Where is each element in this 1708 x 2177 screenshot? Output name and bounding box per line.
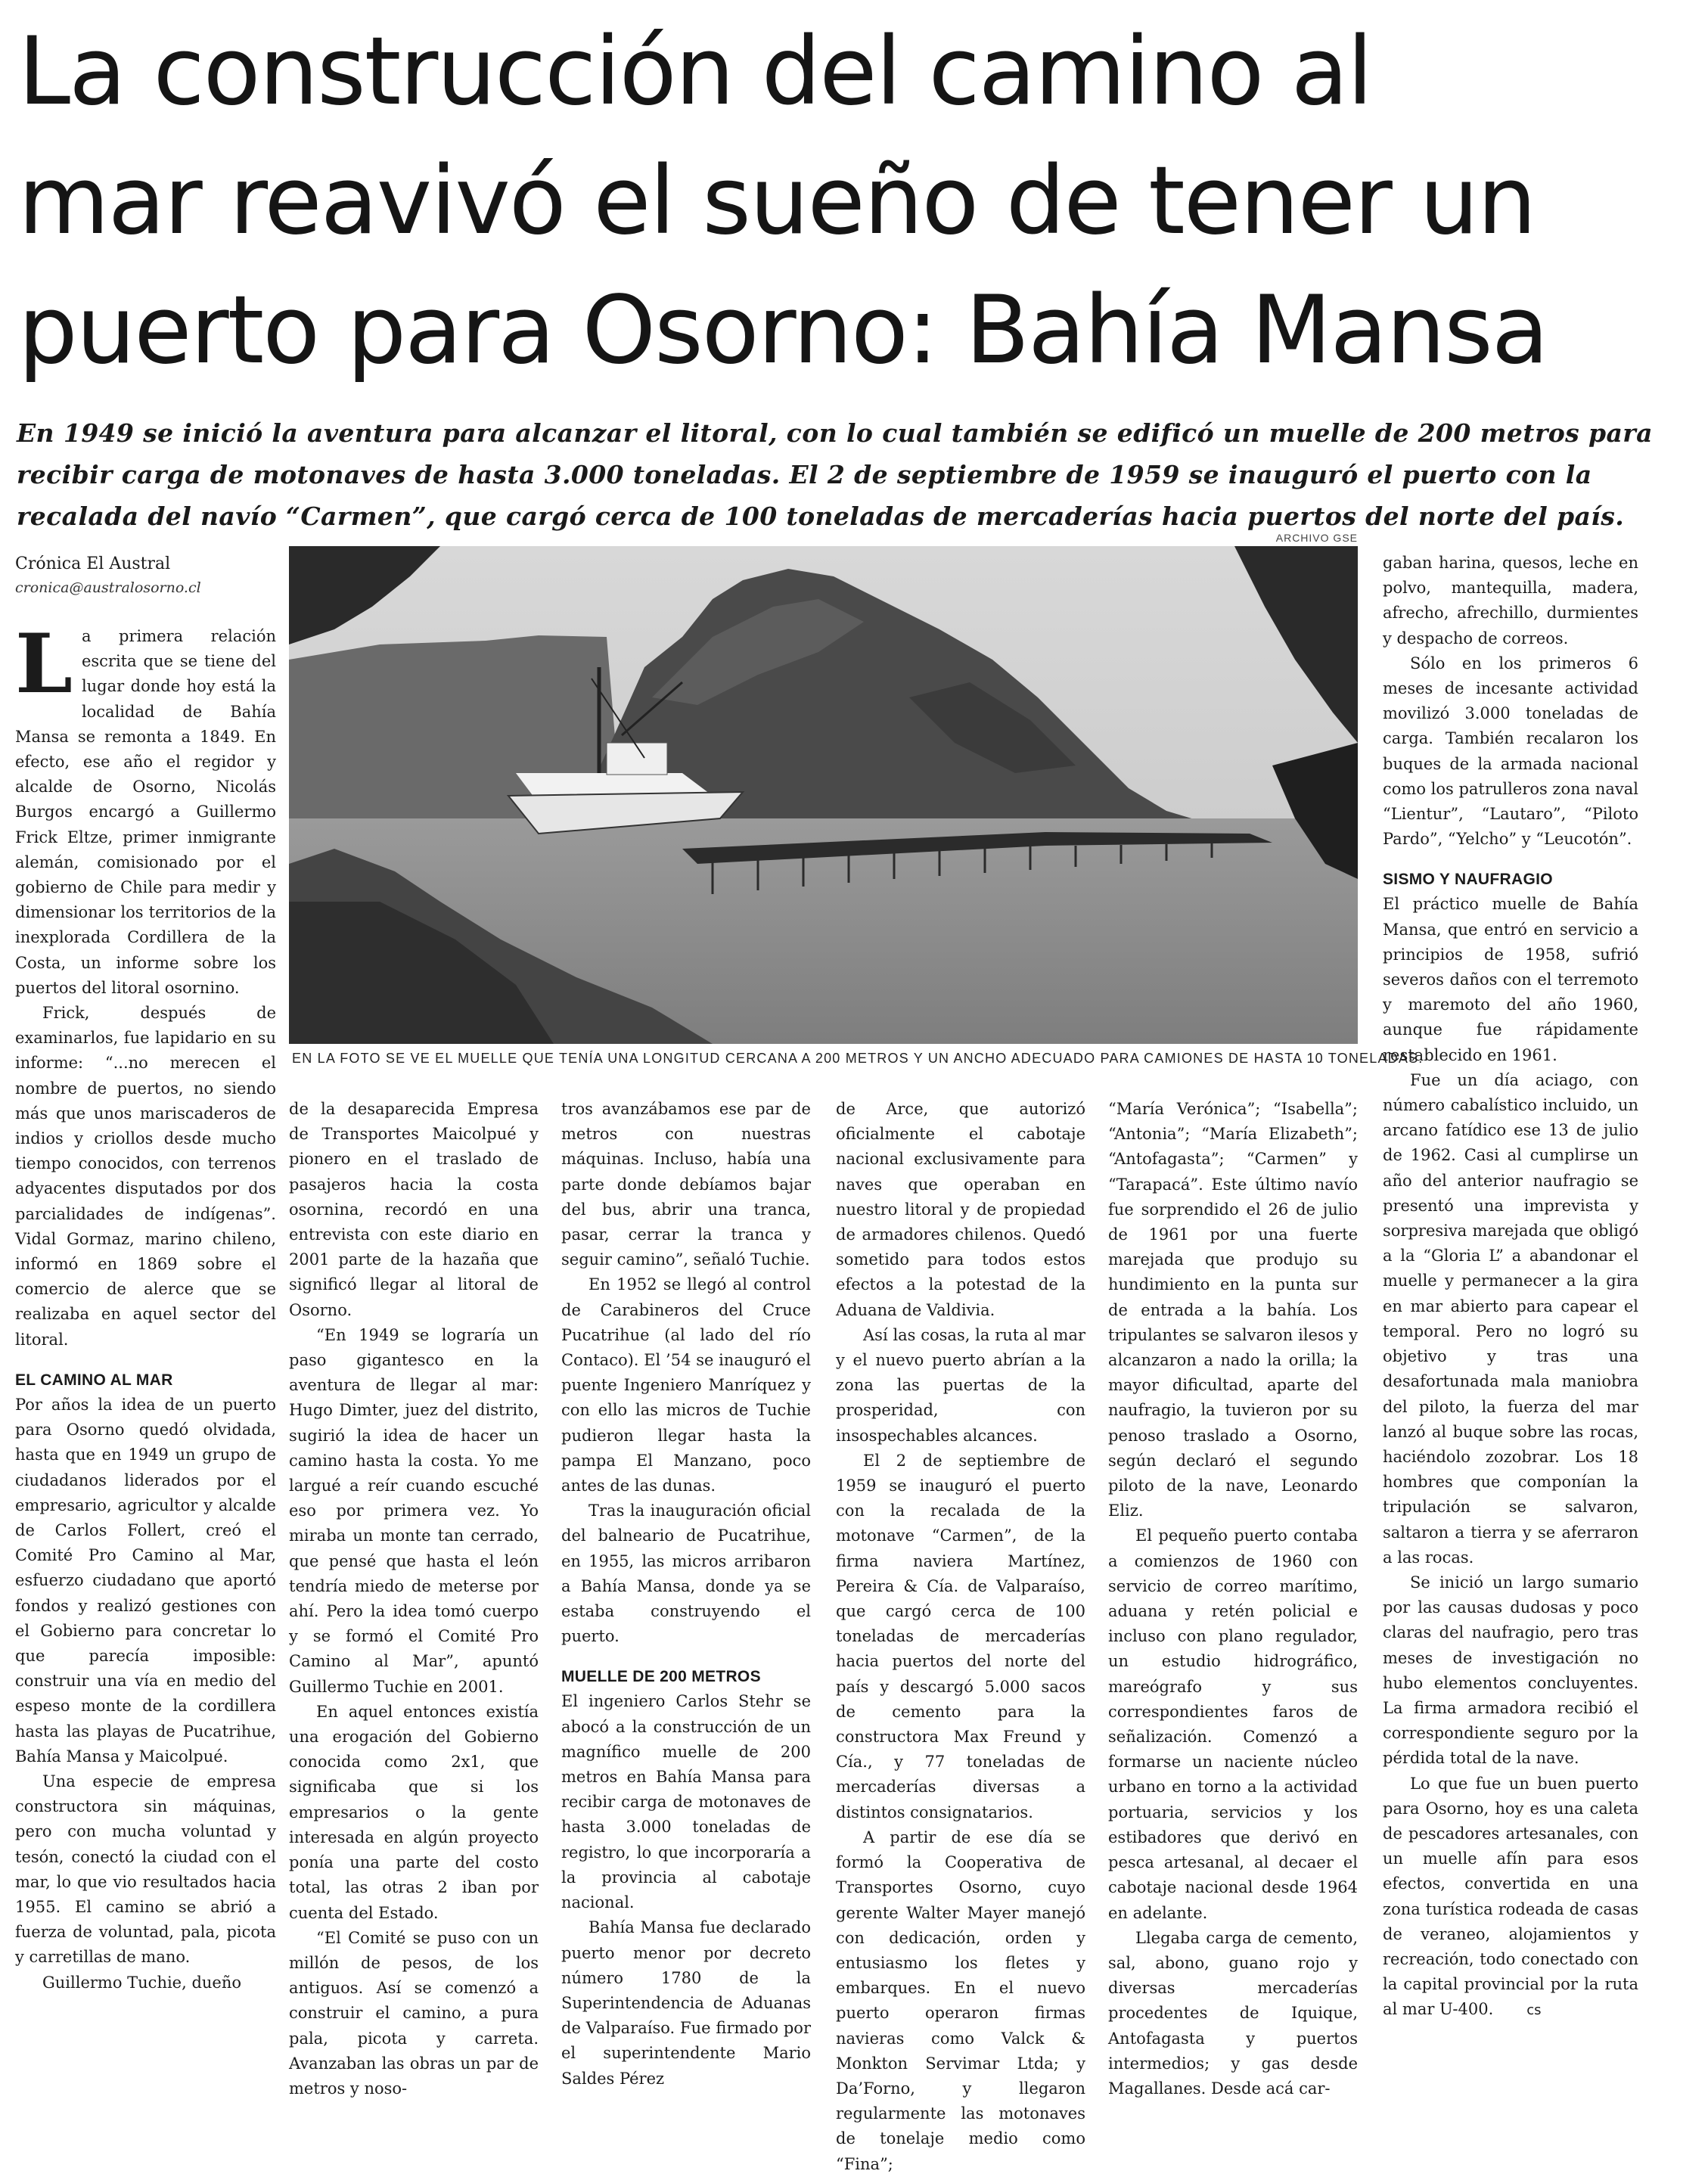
paragraph: Frick, después de examinarlos, fue lapidario en su informe: “...no merecen el nombre de puertos, no siendo más que unos mariscaderos de indios y criollos desde mucho tiempo conocidos, con terrenos adyacentes disputados por dos parcialidades de indígenas”. Vidal Gormaz, marino chileno, informó en 1869 sobre el comercio de alerce que se realizaba en aquel sector del litoral. <box>15 1004 276 1349</box>
end-mark-icon: cs <box>1526 2002 1542 2019</box>
paragraph: En aquel entonces existía una erogación del Gobierno conocida como 2x1, que significaba que si los empresarios o la gente interesada en algún proyecto ponía una parte del costo total, las otras 2 iban por cuenta del Estado. <box>289 1702 539 1922</box>
paragraph: Así las cosas, la ruta al mar y el nuevo puerto abrían a la zona las puertas de la prosperidad, con insospechables alcances. <box>836 1325 1085 1445</box>
section-heading: SISMO Y NAUFRAGIO <box>1383 871 1553 889</box>
subheadline-line: recibir carga de motonaves de hasta 3.000 toneladas. El 2 de septiembre de 1959 se inauguró el puerto con la <box>17 460 1592 489</box>
subheadline <box>17 412 1688 537</box>
paragraph: “María Verónica”; “Isabella”; “Antonia”; “María Elizabeth”; “Antofagasta”; “Carmen” y “Tarapacá”. Este último navío fue sorprendido el 26 de julio de 1961 por una fuerte marejada que produjo su hundimiento en la punta sur de entrada a la bahía. Los tripulantes se salvaron ilesos y alcanzaron a nado la orilla; la mayor dificultad, aparte del naufragio, la tuvieron por su penoso traslado a Osorno, según declaró el segundo piloto de la nave, Leonardo Eliz. <box>1108 1100 1358 1520</box>
pier-photo <box>289 546 1358 1044</box>
paragraph: Tras la inauguración oficial del balneario de Pucatrihue, en 1955, las micros arribaron a Bahía Mansa, donde ya se estaba construyendo el puerto. <box>561 1502 811 1646</box>
paragraph: de la desaparecida Empresa de Transportes Maicolpué y pionero en el traslado de pasajeros hacia la costa osornina, recordó en una entrevista con este diario en 2001 parte de la hazaña que significó llegar al litoral de Osorno. <box>289 1100 539 1319</box>
paragraph: tros avanzábamos ese par de metros con nuestras máquinas. Incluso, había una parte donde debíamos bajar del bus, abrir una tranca, pasar, cerrar la tranca y seguir camino”, señaló Tuchie. <box>561 1100 811 1269</box>
section-heading: EL CAMINO AL MAR <box>15 1371 173 1389</box>
paragraph: El práctico muelle de Bahía Mansa, que entró en servicio a principios de 1958, sufrió severos daños con el terremoto y maremoto del año 1960, aunque fue rápidamente restablecido en 1961. <box>1383 895 1638 1064</box>
headline <box>18 8 1690 396</box>
article-column-4 <box>836 1097 1085 2177</box>
paragraph: Guillermo Tuchie, dueño <box>42 1973 242 1992</box>
paragraph: El pequeño puerto contaba a comienzos de 1960 con servicio de correo marítimo, aduana y retén policial e incluso con plano regulador, un estudio hidrográfico, mareógrafo y sus correspondientes faros de señalización. Comenzó a formarse un naciente núcleo urbano en torno a la actividad portuaria, servicios y los estibadores que derivó en pesca artesanal, al decaer el cabotaje nacional desde 1964 en adelante. <box>1108 1526 1358 1922</box>
paragraph: de Arce, que autorizó oficialmente el cabotaje nacional exclusivamente para naves que operaban en nuestro litoral y de propiedad de armadores chilenos. Quedó sometido para todos estos efectos a la potestad de la Aduana de Valdivia. <box>836 1100 1085 1319</box>
paragraph: A partir de ese día se formó la Cooperativa de Transportes Osorno, cuyo gerente Walter Mayer manejó con dedicación, orden y entusiasmo los fletes y embarques. En el nuevo puerto operaron firmas navieras como Valck & Monkton Servimar Ltda; y Da’Forno, y llegaron regularmente las motonaves de tonelaje medio como “Fina”; <box>836 1828 1085 2173</box>
article-column-6 <box>1383 551 1638 2023</box>
article-column-1 <box>15 616 276 2065</box>
byline-email[interactable]: cronica@australosorno.cl <box>15 579 201 596</box>
paragraph: Una especie de empresa constructora sin máquinas, pero con mucha voluntad y tesón, conectó la ciudad con el mar, lo que vio resultados hacia 1955. El camino se abrió a fuerza de voluntad, pala, picota y carretillas de mano. <box>15 1772 276 1967</box>
article-column-5 <box>1108 1097 1358 2101</box>
section-heading: MUELLE DE 200 METROS <box>561 1668 761 1686</box>
photo-caption: EN LA FOTO SE VE EL MUELLE QUE TENÍA UNA LONGITUD CERCANA A 200 METROS Y UN ANCHO ADECUADO PARA CAMIONES DE HASTA 10 TONELADAS. <box>292 1051 1424 1066</box>
paragraph: Lo que fue un buen puerto para Osorno, hoy es una caleta de pescadores artesanales, con un muelle afín para esos efectos, convertida en una zona turística rodeada de casas de veraneo, alojamientos y recreación, todo conectado con la capital provincial por la ruta al mar U-400. cs <box>1383 1772 1638 2023</box>
byline-author: Crónica El Austral <box>15 554 171 573</box>
paragraph: La primera relación escrita que se tiene del lugar donde hoy está la localidad de Bahía Mansa se remonta a 1849. En efecto, ese año el regidor y alcalde de Osorno, Nicolás Burgos encargó a Guillermo Frick Eltze, primer inmigrante alemán, comisionado por el gobierno de Chile para medir y dimensionar los territorios de la inexplorada Cordillera de la Costa, un informe sobre los puertos del litoral osornino. <box>15 616 276 997</box>
paragraph: El 2 de septiembre de 1959 se inauguró el puerto con la recalada de la motonave “Carmen”, de la firma naviera Martínez, Pereira & Cía. de Valparaíso, que cargó cerca de 100 toneladas de mercaderías hacia puertos del norte del país y descargó 5.000 sacos de cemento para la constructora Max Freund y Cía., y 77 toneladas de mercaderías diversas a distintos consignatarios. <box>836 1451 1085 1821</box>
paragraph: Sólo en los primeros 6 meses de incesante actividad movilizó 3.000 toneladas de carga. También recalaron los buques de la armada nacional como los patrulleros zona naval “Lientur”, “Lautaro”, “Piloto Pardo”, “Yelcho” y “Leucotón”. <box>1383 654 1638 849</box>
paragraph: En 1952 se llegó al control de Carabineros del Cruce Pucatrihue (al lado del río Contaco). El ’54 se inauguró el puente Ingeniero Manríquez y con ello las micros de Tuchie pudieron llegar hasta la pampa El Manzano, poco antes de las dunas. <box>561 1275 811 1495</box>
paragraph: Por años la idea de un puerto para Osorno quedó olvidada, hasta que en 1949 un grupo de ciudadanos liderados por el empresario, agricultor y alcalde de Carlos Follert, creó el Comité Pro Camino al Mar, esfuerzo ciudadano que aportó fondos y realizó gestiones con el Gobierno para concretar lo que parecía imposible: construir una vía en medio del espeso monte de la cordillera hasta las playas de Pucatrihue, Bahía Mansa y Maicolpué. <box>15 1395 276 1766</box>
paragraph: “En 1949 se lograría un paso gigantesco en la aventura de llegar al mar: Hugo Dimter, juez del distrito, sugirió la idea de hacer un camino hasta la costa. Yo me largué a reír cuando escuché eso por primera vez. Yo miraba un monte tan cerrado, que pensé que hasta el león tendría miedo de meterse por ahí. Pero la idea tomó cuerpo y se formó el Comité Pro Camino al Mar”, apuntó Guillermo Tuchie en 2001. <box>289 1325 539 1696</box>
headline-line: mar reavivó el sueño de tener un <box>18 147 1536 256</box>
drop-cap: L <box>15 616 73 712</box>
byline <box>15 552 276 599</box>
article-column-2 <box>289 1097 539 2101</box>
paragraph: Se inició un largo sumario por las causas dudosas y poco claras del naufragio, pero tras meses de investigación no hubo elementos concluyentes. La firma armadora recibió el correspondiente seguro por la pérdida total de la nave. <box>1383 1573 1638 1768</box>
paragraph: Llegaba carga de cemento, sal, abono, guano rojo y diversas mercaderías procedentes de Iquique, Antofagasta y puertos intermedios; y gas desde Magallanes. Desde acá car- <box>1108 1928 1358 2098</box>
paragraph: “El Comité se puso con un millón de pesos, de los antiguos. Así se comenzó a construir el camino, a pura pala, picota y carreta. Avanzaban las obras un par de metros y noso- <box>289 1928 539 2098</box>
paragraph: Fue un día aciago, con número cabalístico incluido, un arcano fatídico ese 13 de julio de 1962. Casi al cumplirse un año del anterior naufragio se presentó una imprevista y sorpresiva marejada que obligó a la “Gloria L” a abandonar el muelle y permanecer a la gira en mar abierto para capear el temporal. Pero no logró su objetivo y tras una desafortunada mala maniobra del piloto, la fuerza del mar lanzó al buque sobre las rocas, haciéndolo zozobrar. Los 18 hombres que componían la tripulación se salvaron, saltaron a tierra y se aferraron a las rocas. <box>1383 1070 1638 1567</box>
subheadline-line: recalada del navío “Carmen”, que cargó cerca de 100 toneladas de mercaderías hacia puertos del norte del país. <box>17 502 1625 531</box>
headline-line: La construcción del camino al <box>18 17 1372 126</box>
paragraph: gaban harina, quesos, leche en polvo, mantequilla, madera, afrecho, afrechillo, durmientes y despacho de correos. <box>1383 554 1638 648</box>
paragraph: El ingeniero Carlos Stehr se abocó a la construcción de un magnífico muelle de 200 metros en Bahía Mansa para recibir carga de motonaves de hasta 3.000 toneladas de registro, lo que incorporaría a la provincia al cabotaje nacional. <box>561 1692 811 1912</box>
subheadline-line: En 1949 se inició la aventura para alcanzar el litoral, con lo cual también se edificó un muelle de 200 metros para <box>17 418 1653 448</box>
article-column-3 <box>561 1097 811 2092</box>
photo-credit: ARCHIVO GSE <box>1275 532 1358 544</box>
headline-line: puerto para Osorno: Bahía Mansa <box>18 276 1548 385</box>
paragraph: Bahía Mansa fue declarado puerto menor por decreto número 1780 de la Superintendencia de Aduanas de Valparaíso. Fue firmado por el superintendente Mario Saldes Pérez <box>561 1918 811 2088</box>
